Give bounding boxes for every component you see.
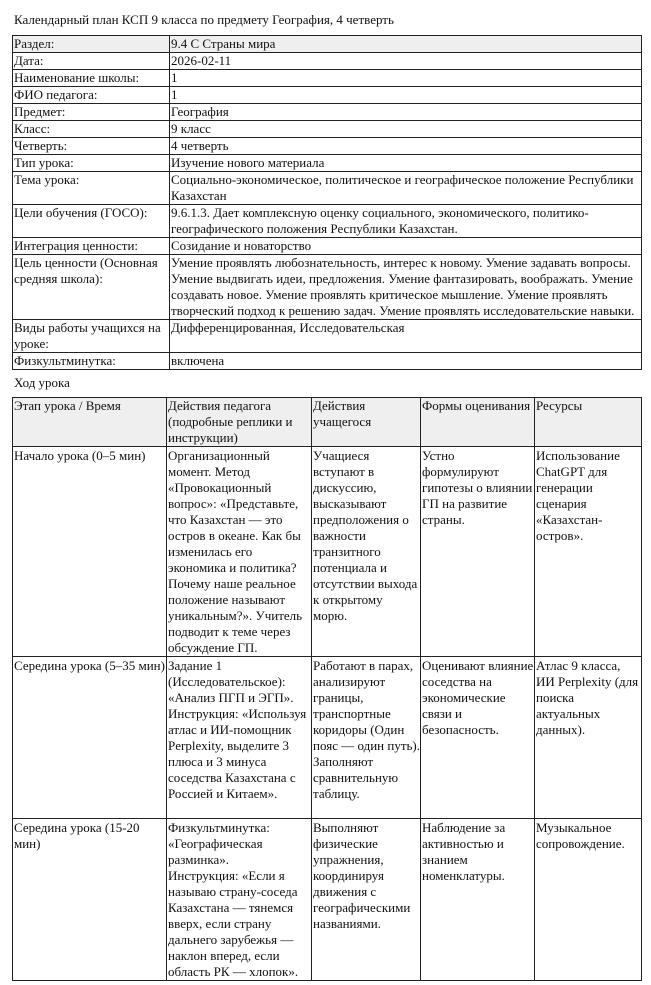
meta-label: Предмет: — [13, 104, 170, 121]
column-header-resources: Ресурсы — [535, 398, 642, 447]
meta-value: Изучение нового материала — [170, 155, 642, 172]
meta-label: Дата: — [13, 53, 170, 70]
cell-teacher-actions: Задание 1 (Исследовательское): «Анализ ПГП и ЭГП». Инструкция: «Используя атлас и ИИ-помощник Perplexity, выделите 3 плюса и 3 минуса соседства Казахстана с Россией и Китаем». — [167, 657, 312, 819]
meta-value: 9.6.1.3. Дает комплексную оценку социального, экономического, политико-географического положения Республики Казахстан. — [170, 205, 642, 238]
meta-value: 9 класс — [170, 121, 642, 138]
meta-row-lesson-type — [13, 155, 642, 172]
cell-resources: Атлас 9 класса, ИИ Perplexity (для поиска актуальных данных). — [535, 657, 642, 819]
meta-row-grade — [13, 121, 642, 138]
meta-label: Виды работы учащихся на уроке: — [13, 320, 170, 353]
table-row — [13, 657, 642, 819]
meta-value: 1 — [170, 87, 642, 104]
cell-stage: Начало урока (0–5 мин) — [13, 447, 167, 657]
cell-student-actions: Выполняют физические упражнения, координируя движения с географическими названиями. — [312, 819, 421, 981]
cell-assessment: Наблюдение за активностью и знанием номенклатуры. — [421, 819, 535, 981]
meta-value: 1 — [170, 70, 642, 87]
meta-label: Интеграция ценности: — [13, 238, 170, 255]
meta-value: включена — [170, 353, 642, 370]
meta-label: Физкультминутка: — [13, 353, 170, 370]
meta-label: ФИО педагога: — [13, 87, 170, 104]
table-row — [13, 447, 642, 657]
column-header-student: Действия учащегося — [312, 398, 421, 447]
cell-assessment: Устно формулируют гипотезы о влиянии ГП на развитие страны. — [421, 447, 535, 657]
column-header-stage: Этап урока / Время — [13, 398, 167, 447]
cell-stage: Середина урока (5–35 мин) — [13, 657, 167, 819]
meta-row-topic — [13, 172, 642, 205]
lesson-progress-table — [12, 397, 642, 981]
meta-value: 4 четверть — [170, 138, 642, 155]
meta-row-value-integration — [13, 238, 642, 255]
meta-row-subject — [13, 104, 642, 121]
meta-value: Созидание и новаторство — [170, 238, 642, 255]
meta-label: Цели обучения (ГОСО): — [13, 205, 170, 238]
meta-row-school — [13, 70, 642, 87]
cell-stage: Середина урока (15-20 мин) — [13, 819, 167, 981]
cell-teacher-actions: Организационный момент. Метод «Провокационный вопрос»: «Представьте, что Казахстан — это остров в океане. Как бы изменилась его экономика и политика? Почему наше реальное положение называют уникальным?». Учитель подводит к теме через обсуждение ГП. — [167, 447, 312, 657]
meta-label: Цель ценности (Основная средняя школа): — [13, 255, 170, 320]
meta-value: География — [170, 104, 642, 121]
meta-label: Четверть: — [13, 138, 170, 155]
meta-row-objectives — [13, 205, 642, 238]
meta-row-quarter — [13, 138, 642, 155]
column-header-teacher: Действия педагога (подробные реплики и инструкции) — [167, 398, 312, 447]
cell-assessment: Оценивают влияние соседства на экономические связи и безопасность. — [421, 657, 535, 819]
table-header-row — [13, 398, 642, 447]
meta-row-section — [13, 36, 642, 53]
cell-resources: Использование ChatGPT для генерации сценария «Казахстан-остров». — [535, 447, 642, 657]
cell-student-actions: Работают в парах, анализируют границы, транспортные коридоры (Один пояс — один путь). Заполняют сравнительную таблицу. — [312, 657, 421, 819]
column-header-assessment: Формы оценивания — [421, 398, 535, 447]
table-row — [13, 819, 642, 981]
cell-teacher-actions: Физкультминутка: «Географическая разминка». Инструкция: «Если я называю страну-соседа Казахстана — тянемся вверх, если страну дальнего зарубежья — наклон вперед, если область РК — хлопок». — [167, 819, 312, 981]
lesson-progress-heading: Ход урока — [14, 375, 70, 390]
document-title: Календарный план КСП 9 класса по предмету География, 4 четверть — [14, 12, 394, 27]
cell-resources: Музыкальное сопровождение. — [535, 819, 642, 981]
meta-row-teacher — [13, 87, 642, 104]
meta-row-value-goal — [13, 255, 642, 320]
meta-label: Наименование школы: — [13, 70, 170, 87]
meta-value: Умение проявлять любознательность, интерес к новому. Умение задавать вопросы. Умение выдвигать идеи, предложения. Умение фантазировать, воображать. Умение создавать новое. Умение проявлять критическое мышление. Умение проявлять творческий подход к решению задач. Умение проявлять исследовательские навыки. — [170, 255, 642, 320]
meta-value: 2026-02-11 — [170, 53, 642, 70]
meta-label: Класс: — [13, 121, 170, 138]
meta-value: Дифференцированная, Исследовательская — [170, 320, 642, 353]
meta-label: Тип урока: — [13, 155, 170, 172]
lesson-meta-table — [12, 35, 642, 370]
cell-student-actions: Учащиеся вступают в дискуссию, высказывают предположения о важности транзитного потенциала и отсутствии выхода к открытому морю. — [312, 447, 421, 657]
meta-label: Раздел: — [13, 36, 170, 53]
meta-label: Тема урока: — [13, 172, 170, 205]
meta-row-physical-break — [13, 353, 642, 370]
meta-row-date — [13, 53, 642, 70]
meta-value: Социально-экономическое, политическое и географическое положение Республики Казахстан — [170, 172, 642, 205]
meta-value: 9.4 С Страны мира — [170, 36, 642, 53]
meta-row-work-types — [13, 320, 642, 353]
